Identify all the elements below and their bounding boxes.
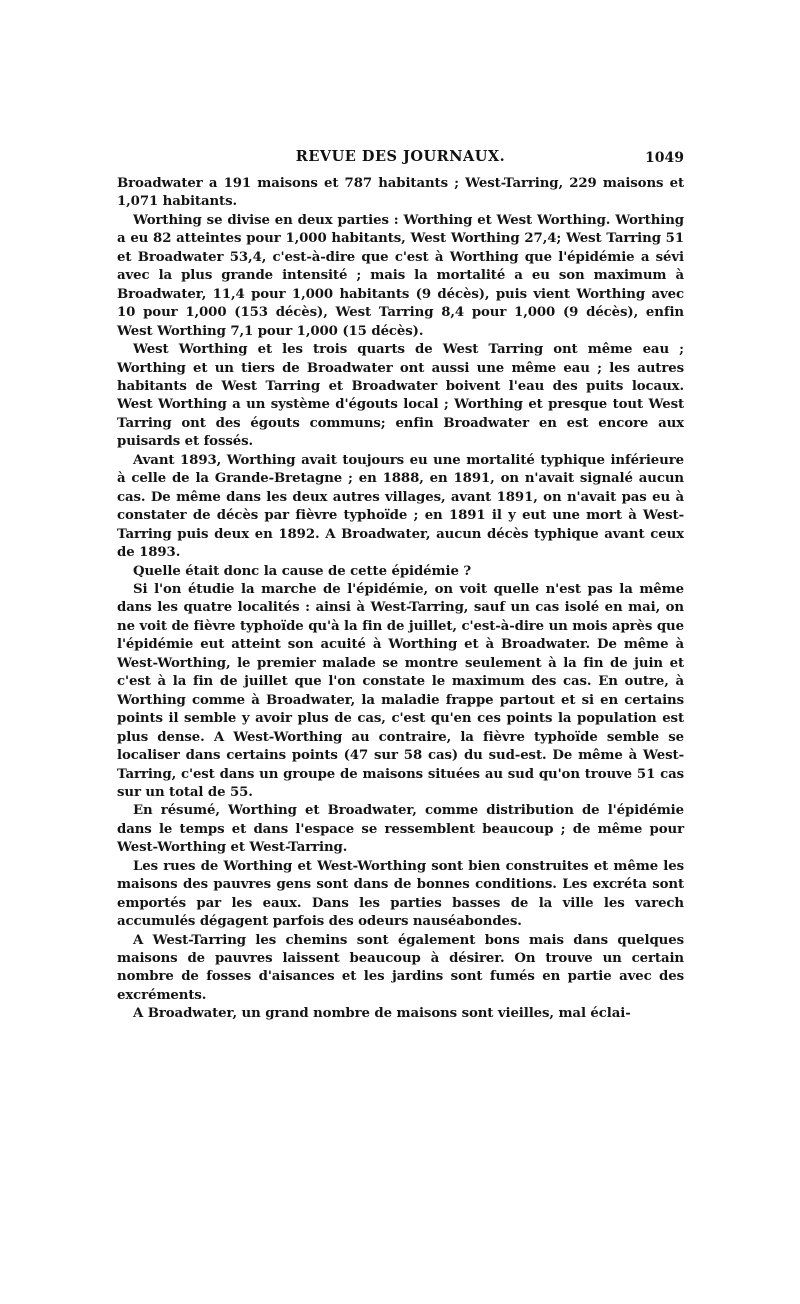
article-body — [117, 175, 684, 1024]
paragraph: A West-Tarring les chemins sont également bons mais dans quelques maisons de pauvres laissent beaucoup à désirer. On trouve un certain nombre de fosses d'aisances et les jardins sont fumés en partie avec des excréments. — [117, 932, 684, 1003]
running-head — [117, 146, 684, 170]
paragraph: Les rues de Worthing et West-Worthing sont bien construites et même les maisons des pauvres gens sont dans de bonnes conditions. Les excréta sont emportés par les eaux. Dans les parties basses de la ville les varech accumulés dégagent parfois des odeurs nauséabondes. — [117, 858, 684, 930]
page-number: 1049 — [645, 150, 684, 166]
paragraph: En résumé, Worthing et Broadwater, comme distribution de l'épidémie dans le temps et dans l'espace se ressemblent beaucoup ; de même pour West-Worthing et West-Tarring. — [117, 803, 684, 856]
paragraph: Si l'on étudie la marche de l'épidémie, on voit quelle n'est pas la même dans les quatre localités : ainsi à West-Tarring, sauf un cas isolé en mai, on ne voit de fièvre typhoïde qu'à la fin de juillet, c'est-à-dire un mois après que l'épidémie eut atteint son acuité à Worthing et à Broadwater. De même à West-Worthing, le premier malade se montre seulement à la fin de juin et c'est à la fin de juillet que l'on constate le maximum des cas. En outre, à Worthing comme à Broadwater, la maladie frappe partout et si en certains points il semble y avoir plus de cas, c'est qu'en ces points la population est plus dense. A West-Worthing au contraire, la fièvre typhoïde semble se localiser dans certains points (47 sur 58 cas) du sud-est. De même à West-Tarring, c'est dans un groupe de maisons situées au sud qu'on trouve 51 cas sur un total de 55. — [117, 581, 684, 800]
paragraph-truncated: A Broadwater, un grand nombre de maisons sont vieilles, mal éclai- — [133, 1006, 631, 1022]
paragraph-continued: Broadwater a 191 maisons et 787 habitants ; West-Tarring, 229 maisons et 1,071 habitants. — [117, 176, 684, 210]
paragraph: Worthing se divise en deux parties : Worthing et West Worthing. Worthing a eu 82 atteintes pour 1,000 habitants, West Worthing 27,4; West Tarring 51 et Broadwater 53,4, c'est-à-dire que c'est à Worthing que l'épidémie a sévi avec la plus grande intensité ; mais la mortalité a eu son maximum à Broadwater, 11,4 pour 1,000 habitants (9 décès), puis vient Worthing avec 10 pour 1,000 (153 décès), West Tarring 8,4 pour 1,000 (9 décès), enfin West Worthing 7,1 pour 1,000 (15 décès). — [117, 212, 684, 339]
paragraph: Avant 1893, Worthing avait toujours eu une mortalité typhique inférieure à celle de la Grande-Bretagne ; en 1888, en 1891, on n'avait signalé aucun cas. De même dans les deux autres villages, avant 1891, on n'avait pas eu à constater de décès par fièvre typhoïde ; en 1891 il y eut une mort à West-Tarring puis deux en 1892. A Broadwater, aucun décès typhique avant ceux de 1893. — [117, 452, 684, 561]
paragraph: West Worthing et les trois quarts de West Tarring ont même eau ; Worthing et un tiers de Broadwater ont aussi une même eau ; les autres habitants de West Tarring et Broadwater boivent l'eau des puits locaux. West Worthing a un système d'égouts local ; Worthing et presque tout West Tarring ont des égouts communs; enfin Broadwater en est encore aux puisards et fossés. — [117, 342, 684, 450]
journal-section-title: REVUE DES JOURNAUX. — [295, 148, 506, 165]
paragraph-question: Quelle était donc la cause de cette épidémie ? — [133, 563, 472, 579]
